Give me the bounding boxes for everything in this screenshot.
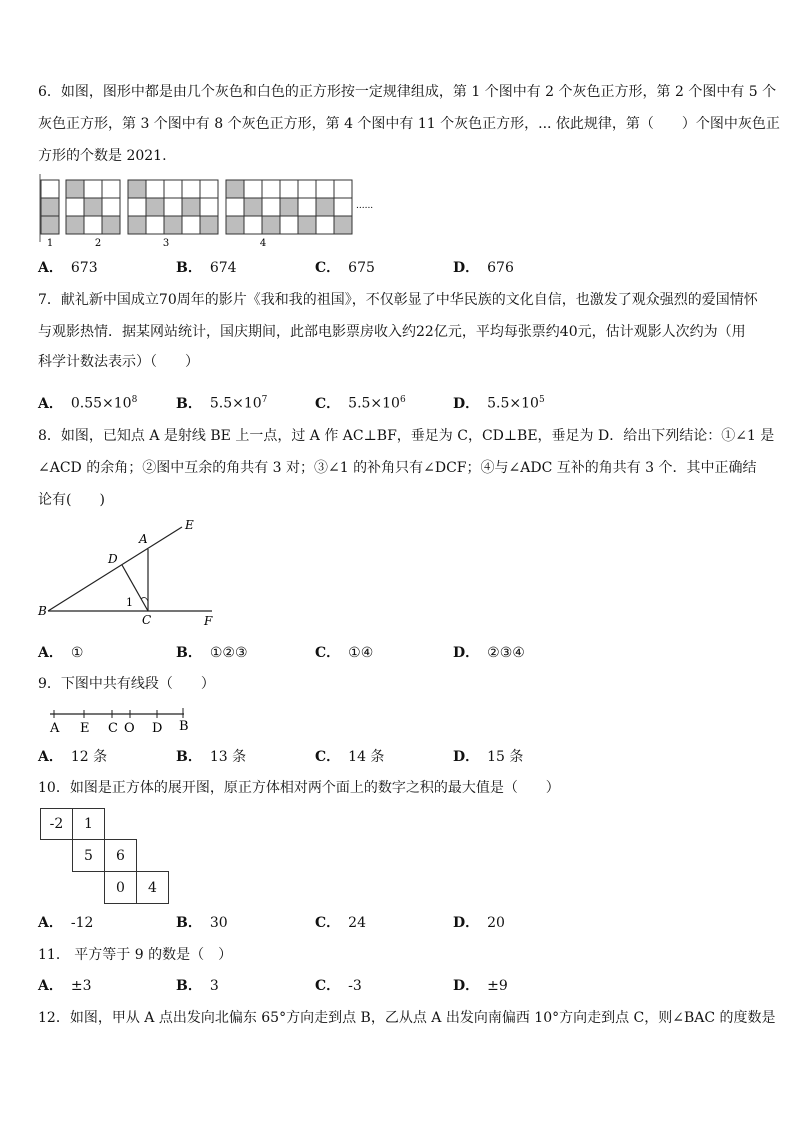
q11-option-c-text: -3	[348, 978, 362, 994]
q9-segment-figure	[44, 704, 204, 738]
q6-pattern-svg	[38, 172, 378, 250]
q8-option-b-label: B．	[176, 645, 202, 661]
q10-option-b-label: B．	[176, 915, 202, 931]
q9-point-o: O	[124, 721, 135, 736]
q7-option-c-exp: 6	[399, 395, 406, 405]
q9-option-c-text: 14 条	[348, 749, 385, 765]
q9-option-c[interactable]	[315, 747, 384, 767]
q8-label-f: F	[204, 614, 213, 628]
q7-option-b[interactable]	[176, 390, 267, 414]
q10-net-cell: 0	[104, 871, 137, 904]
q9-option-b-text: 13 条	[209, 749, 247, 765]
q8-text-line-1: 8．如图，已知点 A 是射线 BE 上一点，过 A 作 AC⊥BF，垂足为 C，CD⊥BE，垂足为 D．给出下列结论：①∠1 是	[38, 428, 775, 444]
q6-fig-label-4: 4	[259, 238, 267, 249]
q11-option-c-label: C．	[315, 978, 341, 994]
q10-option-d[interactable]	[453, 913, 505, 933]
q10-net-cell: 6	[104, 839, 137, 872]
q6-option-d[interactable]	[453, 258, 514, 278]
q8-option-d-text: ②③④	[487, 645, 525, 661]
q8-option-c-label: C．	[315, 645, 341, 661]
q7-option-c-label: C．	[315, 395, 341, 412]
q8-label-d: D	[108, 552, 118, 566]
q8-option-b-text: ①②③	[209, 645, 248, 661]
q6-option-a-text: 673	[70, 260, 98, 276]
q10-option-b[interactable]	[176, 913, 228, 933]
q11-option-d-label: D．	[453, 978, 480, 994]
q9-text-line-1: 9．下图中共有线段（ ）	[38, 676, 215, 692]
q10-text-line-1: 10．如图是正方体的展开图，原正方体相对两个面上的数字之积的最大值是（ ）	[38, 780, 560, 796]
q6-option-c-label: C．	[315, 260, 341, 276]
q6-option-c-text: 675	[348, 260, 375, 276]
q11-option-c[interactable]	[315, 976, 362, 996]
q8-option-a-text: ①	[70, 645, 84, 661]
q8-label-e: E	[185, 518, 194, 532]
q7-option-b-base: 5.5×10	[209, 395, 262, 412]
q9-option-b-label: B．	[176, 749, 202, 765]
q10-option-d-label: D．	[453, 915, 480, 931]
q9-option-d-text: 15 条	[487, 749, 524, 765]
q11-option-a-label: A．	[38, 978, 63, 994]
q6-text-line-3: 方形的个数是 2021.	[38, 148, 167, 164]
q6-option-d-label: D．	[453, 260, 480, 276]
q6-fig-label-1: 1	[46, 238, 54, 249]
q10-net-cell: 4	[136, 871, 169, 904]
q7-option-a[interactable]	[38, 390, 137, 414]
q9-option-d[interactable]	[453, 747, 523, 767]
q10-net-cell: 5	[72, 839, 105, 872]
q10-option-c-label: C．	[315, 915, 341, 931]
q6-text-line-2: 灰色正方形，第 3 个图中有 8 个灰色正方形，第 4 个图中有 11 个灰色正方形，... 依此规律，第（ ）个图中灰色正	[38, 116, 780, 132]
q9-point-a: A	[50, 721, 60, 736]
q9-segment-svg	[44, 704, 204, 738]
q7-option-a-label: A．	[38, 395, 63, 412]
q12-text-line-1: 12．如图，甲从 A 点出发向北偏东 65°方向走到点 B，乙从点 A 出发向南偏西 10°方向走到点 C，则∠BAC 的度数是	[38, 1010, 776, 1026]
q7-text-line-2: 与观影热情．据某网站统计，国庆期间，此部电影票房收入约22亿元，平均每张票约40元，估计观影人次约为（用	[38, 324, 746, 340]
q9-option-a-label: A．	[38, 749, 63, 765]
q9-point-e: E	[80, 721, 90, 736]
q6-option-a-label: A．	[38, 260, 63, 276]
q7-option-a-exp: 8	[131, 395, 138, 405]
q8-geometry-svg	[34, 515, 224, 630]
q7-text-line-1: 7．献礼新中国成立70周年的影片《我和我的祖国》，不仅彰显了中华民族的文化自信，也激发了观众强烈的爱国情怀	[38, 292, 758, 308]
q8-option-a-label: A．	[38, 645, 63, 661]
q6-option-b[interactable]	[176, 258, 237, 278]
q6-option-a[interactable]	[38, 258, 98, 278]
q9-option-a-text: 12 条	[70, 749, 108, 765]
q10-option-d-text: 20	[487, 915, 505, 931]
q9-option-c-label: C．	[315, 749, 341, 765]
q6-option-d-text: 676	[487, 260, 514, 276]
q9-option-d-label: D．	[453, 749, 480, 765]
q10-option-c[interactable]	[315, 913, 366, 933]
q10-cube-net	[40, 808, 172, 906]
q11-option-b-text: 3	[209, 978, 219, 994]
q7-option-c[interactable]	[315, 390, 406, 414]
q6-fig-label-3: 3	[162, 238, 170, 249]
q11-option-d-text: ±9	[487, 978, 508, 994]
q7-option-c-base: 5.5×10	[348, 395, 400, 412]
q8-label-a: A	[139, 532, 148, 546]
q10-option-a-text: -12	[70, 915, 94, 931]
q7-option-d-label: D．	[453, 395, 480, 412]
q6-fig-label-2: 2	[94, 238, 102, 249]
q11-option-d[interactable]	[453, 976, 508, 996]
q10-net-cell: -2	[40, 808, 73, 840]
q10-option-c-text: 24	[348, 915, 366, 931]
q9-option-b[interactable]	[176, 747, 246, 767]
q9-option-a[interactable]	[38, 747, 107, 767]
q10-net-cell: 1	[72, 808, 105, 840]
q11-text-line-1: 11． 平方等于 9 的数是（ ）	[38, 947, 233, 963]
q9-point-b: B	[179, 719, 189, 734]
q8-option-d-label: D．	[453, 645, 480, 661]
q9-point-d: D	[152, 721, 163, 736]
q6-pattern-figure	[38, 172, 378, 250]
q6-option-b-text: 674	[209, 260, 237, 276]
q7-text-line-3: 科学计数法表示）（ ）	[38, 354, 199, 370]
q8-option-a[interactable]	[38, 643, 83, 663]
q10-option-a-label: A．	[38, 915, 63, 931]
q8-geometry-figure	[34, 515, 224, 630]
q8-label-c: C	[142, 613, 152, 627]
q8-option-d[interactable]	[453, 643, 525, 663]
q6-option-c[interactable]	[315, 258, 375, 278]
q8-text-line-3: 论有( )	[38, 492, 105, 508]
q8-label-b: B	[38, 604, 47, 618]
q9-point-c: C	[108, 721, 118, 736]
q7-option-d[interactable]	[453, 390, 545, 414]
q10-option-a[interactable]	[38, 913, 93, 933]
q7-option-b-label: B．	[176, 395, 202, 412]
q6-option-b-label: B．	[176, 260, 202, 276]
q8-option-b[interactable]	[176, 643, 248, 663]
q8-option-c[interactable]	[315, 643, 373, 663]
q7-option-d-exp: 5	[538, 395, 545, 405]
q8-label-angle-1: 1	[126, 596, 133, 609]
q8-ray-be	[48, 527, 182, 611]
q6-text-line-1: 6．如图，图形中都是由几个灰色和白色的正方形按一定规律组成，第 1 个图中有 2 个灰色正方形，第 2 个图中有 5 个	[38, 84, 777, 100]
q10-option-b-text: 30	[209, 915, 228, 931]
q7-option-a-base: 0.55×10	[70, 395, 132, 412]
q7-option-b-exp: 7	[261, 395, 268, 405]
q6-ellipsis: ......	[356, 201, 374, 211]
q11-option-b-label: B．	[176, 978, 202, 994]
q11-option-a-text: ±3	[70, 978, 92, 994]
q11-option-a[interactable]	[38, 976, 92, 996]
q7-option-d-base: 5.5×10	[487, 395, 539, 412]
q8-text-line-2: ∠ACD 的余角；②图中互余的角共有 3 对；③∠1 的补角只有∠DCF；④与∠ADC 互补的角共有 3 个．其中正确结	[38, 460, 757, 476]
q11-option-b[interactable]	[176, 976, 219, 996]
q8-option-c-text: ①④	[348, 645, 374, 661]
